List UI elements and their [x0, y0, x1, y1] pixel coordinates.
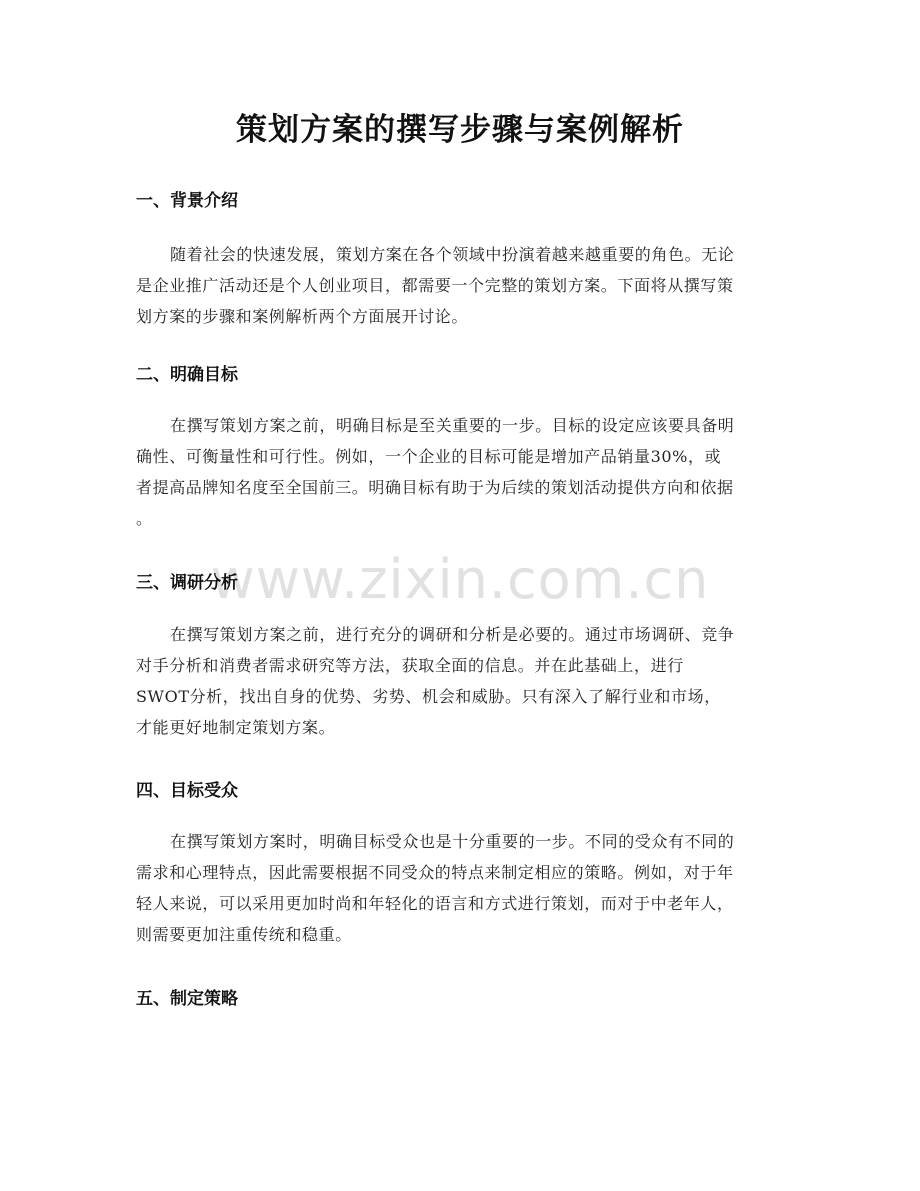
- paragraph-line: 者提高品牌知名度至全国前三。明确目标有助于为后续的策划活动提供方向和依据: [136, 478, 734, 497]
- paragraph-line: 在撰写策划方案之前，明确目标是至关重要的一步。目标的设定应该要具备明: [170, 416, 735, 435]
- section-heading-goals: 二、明确目标: [136, 365, 238, 385]
- paragraph-line: 轻人来说，可以采用更加时尚和年轻化的语言和方式进行策划，而对于中老年人，: [136, 894, 734, 913]
- paragraph-line: 对手分析和消费者需求研究等方法，获取全面的信息。并在此基础上，进行: [136, 656, 684, 675]
- paragraph-line: 是企业推广活动还是个人创业项目，都需要一个完整的策划方案。下面将从撰写策: [136, 276, 734, 295]
- section-paragraph-goals: [136, 410, 786, 534]
- section-paragraph-research: [136, 619, 786, 743]
- section-heading-research: 三、调研分析: [136, 573, 238, 593]
- section-heading-audience: 四、目标受众: [136, 781, 238, 801]
- paragraph-line: 。: [136, 509, 153, 528]
- paragraph-line: 在撰写策划方案时，明确目标受众也是十分重要的一步。不同的受众有不同的: [170, 832, 735, 851]
- section-paragraph-audience: [136, 826, 786, 950]
- section-heading-background: 一、背景介绍: [136, 191, 238, 211]
- paragraph-line: SWOT分析，找出自身的优势、劣势、机会和威胁。只有深入了解行业和市场，: [136, 687, 721, 706]
- paragraph-line: 随着社会的快速发展，策划方案在各个领域中扮演着越来越重要的角色。无论: [170, 245, 735, 264]
- paragraph-line: 才能更好地制定策划方案。: [136, 718, 336, 737]
- section-paragraph-background: [136, 239, 786, 332]
- paragraph-line: 需求和心理特点，因此需要根据不同受众的特点来制定相应的策略。例如，对于年: [136, 863, 734, 882]
- paragraph-line: 划方案的步骤和案例解析两个方面展开讨论。: [136, 307, 469, 326]
- section-heading-strategy: 五、制定策略: [136, 989, 238, 1009]
- paragraph-line: 确性、可衡量性和可行性。例如，一个企业的目标可能是增加产品销量30%，或: [136, 447, 722, 466]
- paragraph-line: 则需要更加注重传统和稳重。: [136, 925, 352, 944]
- paragraph-line: 在撰写策划方案之前，进行充分的调研和分析是必要的。通过市场调研、竞争: [170, 625, 735, 644]
- watermark-text: www.zixin.com.cn: [210, 548, 710, 611]
- document-title: 策划方案的撰写步骤与案例解析: [236, 112, 684, 148]
